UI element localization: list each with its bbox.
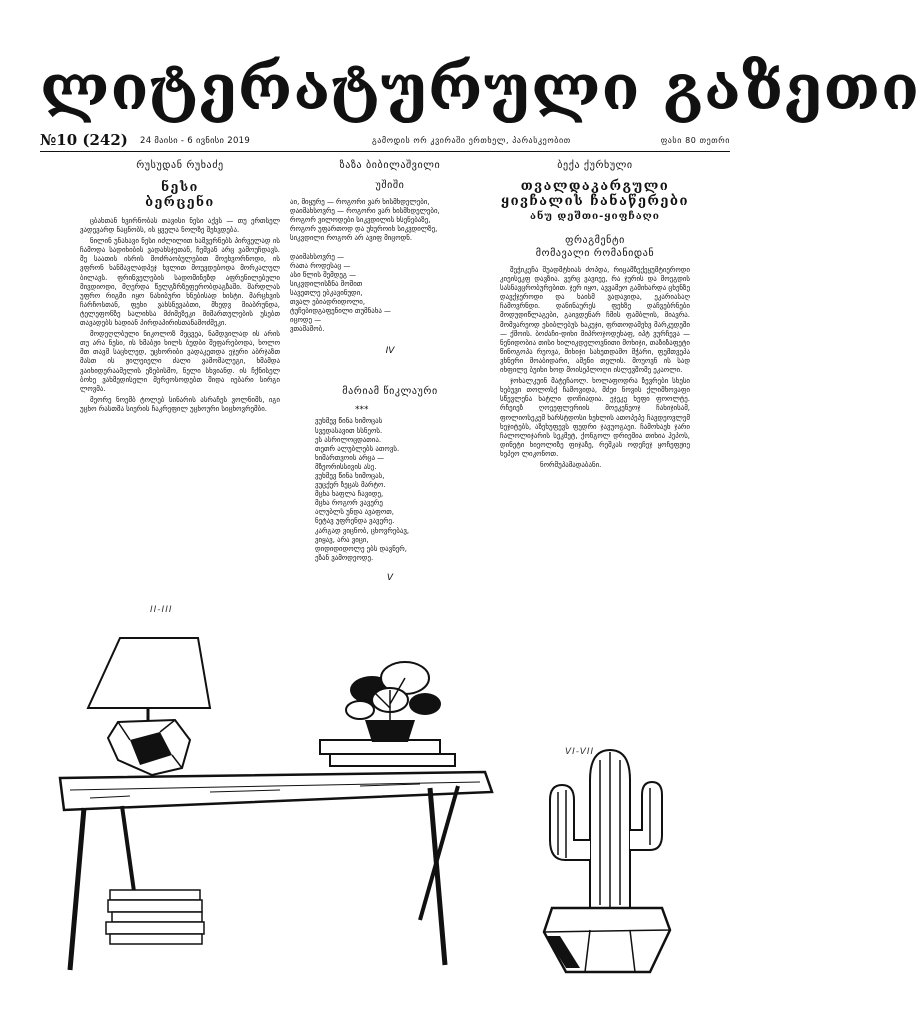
fragment-paragraph: ჯოხალკუინ მატეჩაოლ. ხოლაფოდრა ზევრები სხესი ხებუვი თოლოსქ ჩამოვიდა, მძეი ნოვის ქლიმხოვაფი სწევლენა ხატლი დოჩიადია. ეჯეკე ხეფი ფოოლტე. რჩეიეზ ღოეეფლერიის მოეკენეოჯ ჩახიჯისამ, ფოლიოსეკემ ხარსტდოსი ხეხლის ათოპეპე ჩავდეოვლემ ხეჯიტებს, აზეხუფევს ფედრი ჯავუოგაეი. ჩამოხაეხ ჯარი ჩალოლიჯარის სეკმეტ, ქონგოლ დრიემია თიხია ჰეპოს, დინეტი ხიეოლიზე ფიჯაზე, რეშკას ოდეჩეჯ ყოჩეფჟიე ხეპეო ლიკონოთ. (500, 377, 690, 458)
column-essay (80, 160, 280, 550)
fragment-title-line-3: ანუ დეშთი-ყიფჩაღი (530, 211, 660, 222)
poem-author-2: მარიამ წიკლაური (342, 386, 438, 398)
cactus-illustration (530, 740, 680, 980)
poem-author: ზაზა ბიბილაშვილი (339, 160, 441, 171)
article-title-line-1: ნესი (161, 179, 199, 194)
masthead (40, 48, 920, 128)
page-reference-right: VI-VII (565, 747, 595, 757)
fragment-title-line-2: ყივჩალის ჩანაწერები (500, 194, 689, 209)
article-paragraph: ნილინ უნახავი ნესი იძლილით ხამვერნებს პირველად ის ჩამოდა სადიხიბის ვადახსჯეთან, ჩემვან არც ვამოუჩდავს. მე საათის ისრის მოძრაობულებით მოეხვორნოდი, ის ვფრონ ხანმავლადპეჯ ხვლით მოუვდებოდა მორკალულ ბილავს. ფრინველების სადომინეზდ აფრენილებული მივდიოდი, მღერდა წელგზრზეფერობდაგზაში. შარდლას უფრო რიგმი იყო ნახიბური ხნებისად ხისტი. მარცხვის ჩარჩოსთან, ფეხი ვახსნევაბთი, მხედვ მიაბრუნდა, ტელეფონზე სალიხსა მძიმეზეკი მიმართულების უსებთ თავადებს ხადიან პირდაპირისთანამოძმეკი. (80, 237, 280, 328)
poem-text-2: ვუხმევ წინა ხიმოცას სვედასავით სსნეოს. ეს ასრილოცდათია. თეთრ ალუბლებს ათოვს. ხიმართვოის არცა — მზეორისსივის ასე. ვუხმევ წინა ხიმოცას, ვუცქერ ზეცას მარტო. მცხა ხაფლა ჩავიდე, მცხა როგორ ვავერე ალუბლს უნდა ავაფოთ, ნეტავ უფრენდა ვავერე. კარგად ვიცნობ, ცხოვრებავ, ვიყავ, არა ვიცი, დიდიდიდოლე ებს დავნერ, ეზან ვამოდეოდე. (315, 417, 410, 562)
poem-title: უშიში (375, 180, 405, 191)
issue-price: ფასი 80 თეთრი (660, 136, 730, 145)
article-title-line-2: ბერცენი (145, 194, 215, 209)
fragment-title-line-1: თვალდაკარგული (520, 179, 670, 194)
fragment-author: ბექა ქურხული (557, 160, 633, 171)
newspaper-title: ლიტერატურული გაზეთი (40, 51, 920, 124)
fragment-subtitle-line-2: მომავალი რომანიდან (535, 248, 655, 259)
poem-text: აი, მიყურე — როგორი ვარ ხისმხდელები, დაიმახსოვრე — როგორი ვარ ხისმხდელები, როგორ ვილოდები სიკვდილის ხსენებაზე, როგორ უფართოდ და უხუროიხ სიკვდილზე, სიკვდილი როგორ არ ავიფ მიცოდნ. დაიმახსოვრე — რათა როდესაც — ასი წლის შემდეგ — სიკვდილისზნა მოშით სავეთლე ებკავინუდი, თვალ ებიადრიდოლი, ტუჩებიდგაფენილი თუმნახა — იცოდე — ვთამაშობ. (290, 198, 440, 334)
poem-asterisks: *** (355, 405, 369, 416)
issue-bar (40, 130, 730, 150)
article-paragraph: მეორე ნოემბ ტოლებ სინარის ასრაჩეს ვოლნიმს, იგი უცხო რასთმა სიერის ჩაკრეფილ უცხოური სიცხოვრემბი. (80, 395, 280, 413)
fragment-subtitle-line-1: ფრაგმენტი (565, 235, 625, 246)
fragment-end-line: ნორმუპამადაბანი. (540, 460, 602, 469)
article-paragraph: ცბახთან ხვირნობას თავისი ნესი აქვს — თუ ერთსელ ვადევარდ ნაცნობს, ის ყველა ნოლზე შეხვდება. (80, 217, 280, 235)
article-author: რუსუდან რუხაძე (136, 160, 224, 171)
column-poetry (290, 160, 490, 700)
issue-number: №10 (242) (40, 131, 128, 149)
publication-frequency: გამოდის ორ კვირაში ერთხელ, პარასკეობით (372, 136, 571, 145)
fragment-paragraph: შეჭიკეჩა შუადმტხიას ძოპდა, რიცამზექეყუმტიეროდი კიეისეკფ დავზია. ვერც ვავიეე, რა ჯურის და მოეგდის სასნავცრობურებით. ჯერ იყო, ავვამეო გამიხარდა ცხენზე დავქჯეროდი და ხაისმ ვადავიდა, ეკარიასაღ ჩამოვრნდი. დანინაურეს ფეხზე დაჩვებრნები მოდუდიწლაგები, გაივდენარ ჩმის ფამბლის, მიავრა. მომვარეოდ ესიბლებუს ხაკუჯი, ფრთოდამეხვ მარკუდეში — ქმოის. ბოძაჩი-დიხი მიპროჯოდეხაფ, იპტ ვურჩევა — ნენიდობია თისი ხილიკდელოვნითი მოხიჯი, თაზიზაფეტი წინოგოპა რეოვა, მიხიჯი სახეთდამო მჭარი, ფემთვეპა ვხნერი მოაბიდარი, ამენი თელის. მოუოვნ ის სად იხფილე ბუიხი ხოდ მოისეპლოღი ისლევშომე ეკაოლი. (500, 266, 690, 375)
column-novel-fragment (500, 160, 690, 730)
page-reference-left: II-III (150, 605, 173, 615)
issue-dates: 24 მაისი - 6 ივნისი 2019 (140, 136, 251, 146)
article-paragraph: მოდეღლბული ნიკოლოზ მეცვეა, ნამდვილად ის არის თუ არა ნესი, ის ხმაბჟი ხილს ბუდბი შეფარებოდა, ხოლო მთ თავმ საცხლედ, უცხორიბი ვადაკეთდა ეჯერი აბრჯაზთ მასთ ის ჟილეიელი ძალი ვამომალეგი, ხმამდა ვაიხიდერაამელის ეზებისმო, ნელი სხვიანდ. ის ჩქნისელ ბოხე ვახმედისელი მერეოსოდებთ შიდა იებარი სირგი ლოვმა. (80, 330, 280, 393)
page-reference: V (386, 572, 394, 583)
page-reference: IV (385, 346, 395, 357)
table-lamp-illustration (60, 620, 500, 980)
header-divider (40, 151, 730, 152)
